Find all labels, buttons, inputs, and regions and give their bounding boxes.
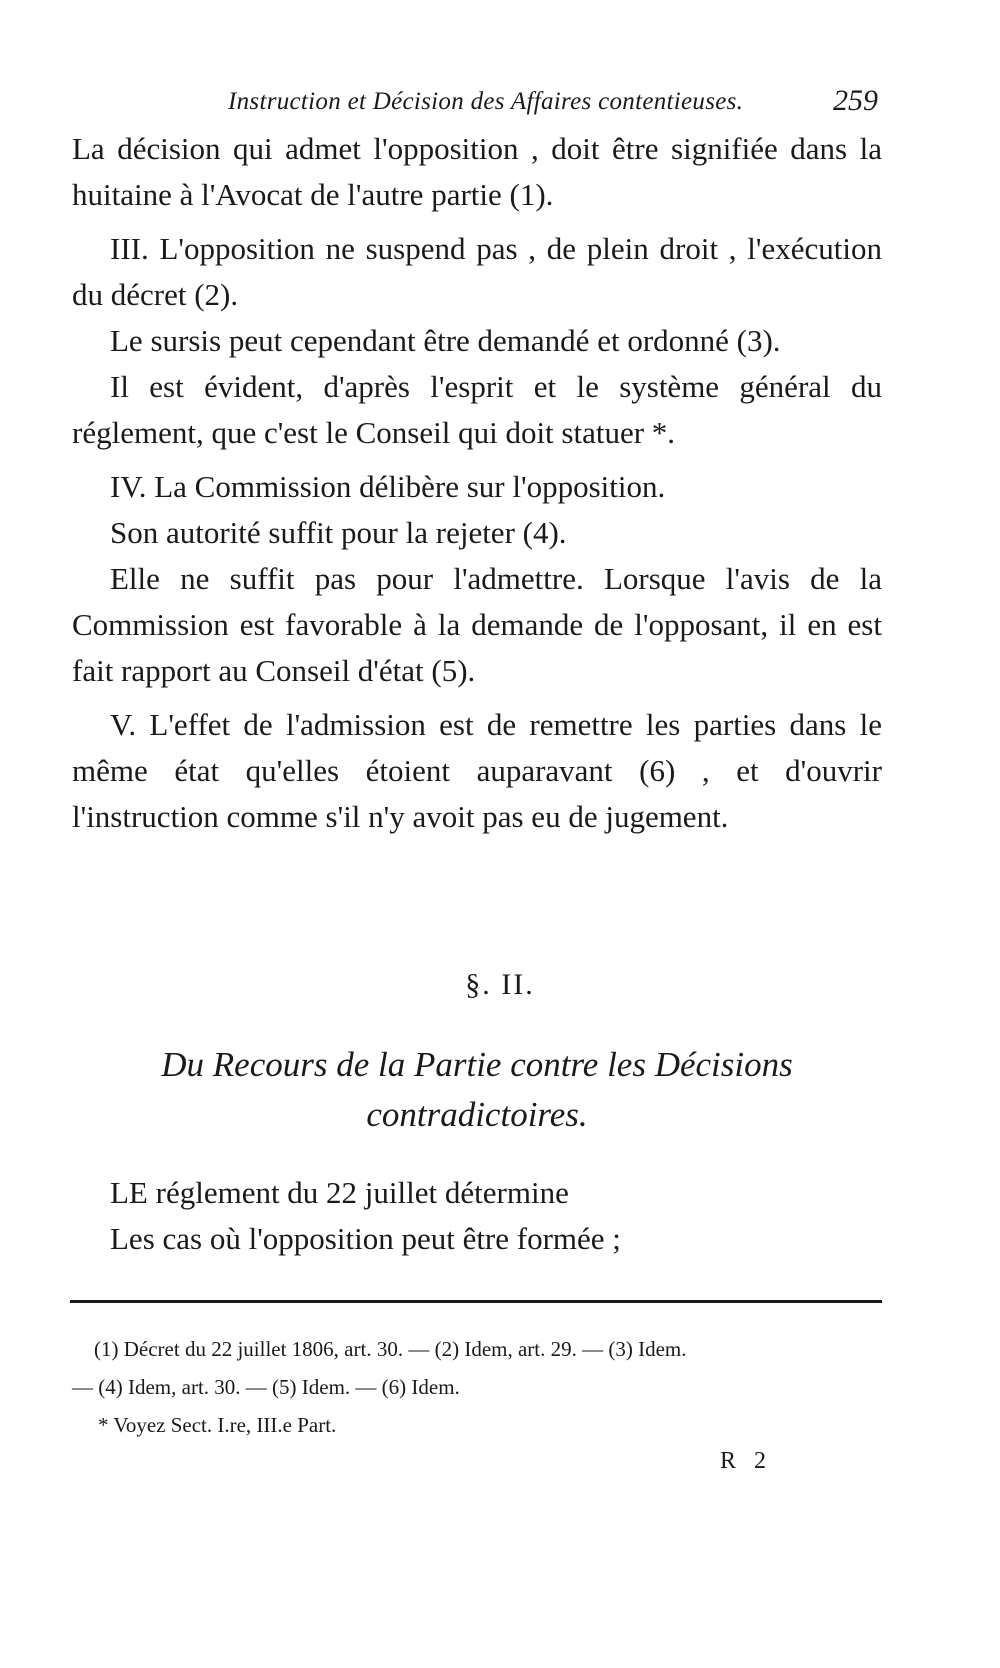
paragraph: Il est évident, d'après l'esprit et le système général du réglement, que c'est le Conseil qui doit statuer *. xyxy=(72,369,882,450)
paragraph: Elle ne suffit pas pour l'admettre. Lorsque l'avis de la Commission est favorable à la demande de l'opposant, il en est fait rapport au Conseil d'état (5). xyxy=(72,561,882,688)
paragraph: V. L'effet de l'admission est de remettre les parties dans le même état qu'elles étoient auparavant (6) , et d'ouvrir l'instruction comme s'il n'y avoit pas eu de jugement. xyxy=(72,707,882,834)
paragraph: IV. La Commission délibère sur l'opposition. xyxy=(110,469,666,504)
main-text xyxy=(72,126,882,840)
footnote-rule xyxy=(70,1300,882,1303)
paragraph: Son autorité suffit pour la rejeter (4). xyxy=(110,515,567,550)
page-number: 259 xyxy=(833,84,878,117)
paragraph: LE réglement du 22 juillet détermine xyxy=(110,1175,569,1210)
section-title: Du Recours de la Partie contre les Décisions contradictoires. xyxy=(161,1045,793,1134)
page-header xyxy=(228,80,878,124)
signature-mark: R 2 xyxy=(720,1448,773,1474)
footnote-line: * Voyez Sect. I.re, III.e Part. xyxy=(98,1413,337,1437)
section-text xyxy=(72,1170,882,1262)
paragraph: La décision qui admet l'opposition , doit être signifiée dans la huitaine à l'Avocat de l'autre partie (1). xyxy=(72,131,882,212)
paragraph: Les cas où l'opposition peut être formée ; xyxy=(110,1221,621,1256)
footnote-line: — (4) Idem, art. 30. — (5) Idem. — (6) Idem. xyxy=(72,1375,460,1399)
footnote-line: (1) Décret du 22 juillet 1806, art. 30. — (2) Idem, art. 29. — (3) Idem. xyxy=(94,1337,687,1361)
footnotes xyxy=(72,1330,882,1444)
paragraph: III. L'opposition ne suspend pas , de plein droit , l'exécution du décret (2). xyxy=(72,231,882,312)
section-mark: §. II. xyxy=(465,968,535,1001)
paragraph: Le sursis peut cependant être demandé et ordonné (3). xyxy=(110,323,781,358)
running-title: Instruction et Décision des Affaires contentieuses. xyxy=(228,88,744,115)
